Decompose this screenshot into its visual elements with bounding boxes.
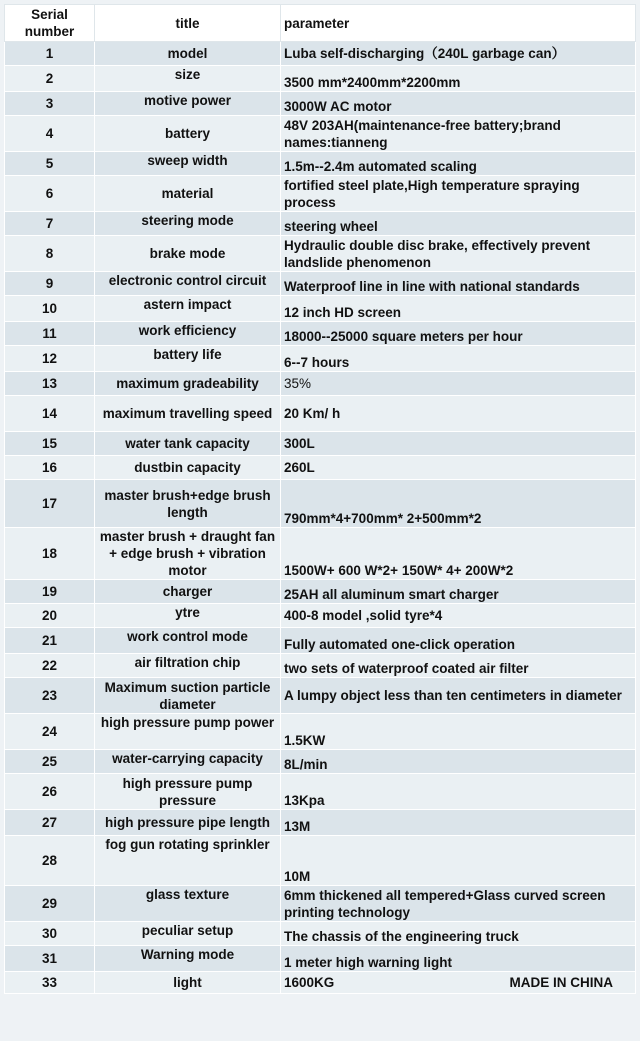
- serial-cell: 5: [5, 152, 95, 176]
- table-row: [5, 152, 636, 176]
- parameter-value: 12 inch HD screen: [284, 305, 402, 320]
- parameter-value: fortified steel plate,High temperature spraying process: [284, 177, 580, 210]
- table-row: [5, 92, 636, 116]
- title-cell: size: [95, 66, 281, 92]
- serial-cell: 15: [5, 432, 95, 456]
- parameter-value: 13M: [284, 819, 311, 834]
- table-row: [5, 750, 636, 774]
- table-row: [5, 628, 636, 654]
- parameter-value: 1 meter high warning light: [284, 955, 453, 970]
- parameter-cell: [281, 836, 636, 886]
- title-cell: high pressure pump power: [95, 714, 281, 750]
- serial-cell: 9: [5, 272, 95, 296]
- parameter-value: 25AH all aluminum smart charger: [284, 587, 499, 602]
- serial-cell: 19: [5, 580, 95, 604]
- serial-cell: 7: [5, 212, 95, 236]
- parameter-cell: [281, 922, 636, 946]
- parameter-cell: [281, 272, 636, 296]
- parameter-cell: [281, 42, 636, 66]
- table-row: [5, 66, 636, 92]
- parameter-cell: [281, 810, 636, 836]
- parameter-cell: [281, 432, 636, 456]
- table-row: [5, 604, 636, 628]
- parameter-cell: [281, 212, 636, 236]
- parameter-cell: [281, 116, 636, 152]
- serial-cell: 26: [5, 774, 95, 810]
- table-row: [5, 372, 636, 396]
- title-cell: motive power: [95, 92, 281, 116]
- parameter-cell: [281, 972, 636, 994]
- serial-cell: 22: [5, 654, 95, 678]
- parameter-cell: [281, 580, 636, 604]
- title-cell: steering mode: [95, 212, 281, 236]
- table-row: [5, 236, 636, 272]
- header-title: title: [95, 5, 281, 42]
- table-row: [5, 480, 636, 528]
- title-cell: peculiar setup: [95, 922, 281, 946]
- table-row: [5, 886, 636, 922]
- serial-cell: 6: [5, 176, 95, 212]
- parameter-value: 1.5KW: [284, 733, 326, 748]
- table-row: [5, 654, 636, 678]
- title-cell: dustbin capacity: [95, 456, 281, 480]
- parameter-cell: [281, 236, 636, 272]
- parameter-value: Fully automated one-click operation: [284, 637, 516, 652]
- parameter-cell: [281, 66, 636, 92]
- title-cell: high pressure pipe length: [95, 810, 281, 836]
- table-row: [5, 396, 636, 432]
- table-row: [5, 42, 636, 66]
- parameter-value: Waterproof line in line with national standards: [284, 279, 580, 294]
- parameter-cell: [281, 92, 636, 116]
- parameter-cell: [281, 654, 636, 678]
- table-row: [5, 922, 636, 946]
- parameter-cell: [281, 396, 636, 432]
- serial-cell: 3: [5, 92, 95, 116]
- table-row: [5, 272, 636, 296]
- table-row: [5, 528, 636, 580]
- header-parameter: parameter: [281, 5, 636, 42]
- serial-cell: 13: [5, 372, 95, 396]
- parameter-value: 1600KG: [284, 975, 335, 990]
- serial-cell: 27: [5, 810, 95, 836]
- parameter-value: 6--7 hours: [284, 355, 350, 370]
- serial-cell: 18: [5, 528, 95, 580]
- parameter-cell: [281, 678, 636, 714]
- title-cell: work control mode: [95, 628, 281, 654]
- title-cell: work efficiency: [95, 322, 281, 346]
- header-serial: Serial number: [5, 5, 95, 42]
- serial-cell: 14: [5, 396, 95, 432]
- table-row: [5, 714, 636, 750]
- parameter-cell: [281, 176, 636, 212]
- title-cell: glass texture: [95, 886, 281, 922]
- table-row: [5, 322, 636, 346]
- parameter-value: two sets of waterproof coated air filter: [284, 661, 529, 676]
- parameter-cell: [281, 480, 636, 528]
- parameter-cell: [281, 346, 636, 372]
- parameter-cell: [281, 628, 636, 654]
- parameter-value: 400-8 model ,solid tyre*4: [284, 608, 443, 623]
- parameter-value: Hydraulic double disc brake, effectively prevent landslide phenomenon: [284, 237, 591, 270]
- title-cell: high pressure pump pressure: [95, 774, 281, 810]
- parameter-value: 1500W+ 600 W*2+ 150W* 4+ 200W*2: [284, 563, 514, 578]
- serial-cell: 20: [5, 604, 95, 628]
- header-row: [5, 5, 636, 42]
- table-row: [5, 212, 636, 236]
- table-row: [5, 456, 636, 480]
- parameter-value: 18000--25000 square meters per hour: [284, 329, 523, 344]
- parameter-value: 20 Km/ h: [284, 406, 341, 421]
- parameter-value: 260L: [284, 460, 315, 475]
- title-cell: light: [95, 972, 281, 994]
- parameter-cell: [281, 456, 636, 480]
- title-cell: battery: [95, 116, 281, 152]
- table-row: [5, 946, 636, 972]
- serial-cell: 25: [5, 750, 95, 774]
- table-row: [5, 176, 636, 212]
- serial-cell: 1: [5, 42, 95, 66]
- title-cell: master brush + draught fan + edge brush + vibration motor: [95, 528, 281, 580]
- parameter-cell: [281, 714, 636, 750]
- parameter-value: 8L/min: [284, 757, 328, 772]
- made-in-china-note: MADE IN CHINA: [509, 975, 613, 990]
- serial-cell: 28: [5, 836, 95, 886]
- title-cell: electronic control circuit: [95, 272, 281, 296]
- parameter-value: The chassis of the engineering truck: [284, 929, 519, 944]
- title-cell: model: [95, 42, 281, 66]
- title-cell: material: [95, 176, 281, 212]
- parameter-value: 300L: [284, 436, 315, 451]
- parameter-value: Luba self-discharging（240L garbage can）: [284, 46, 566, 61]
- title-cell: battery life: [95, 346, 281, 372]
- parameter-cell: [281, 604, 636, 628]
- parameter-value: 10M: [284, 869, 311, 884]
- serial-cell: 8: [5, 236, 95, 272]
- serial-cell: 29: [5, 886, 95, 922]
- parameter-cell: [281, 946, 636, 972]
- parameter-cell: [281, 528, 636, 580]
- title-cell: sweep width: [95, 152, 281, 176]
- title-cell: maximum travelling speed: [95, 396, 281, 432]
- serial-cell: 23: [5, 678, 95, 714]
- title-cell: brake mode: [95, 236, 281, 272]
- serial-cell: 30: [5, 922, 95, 946]
- title-cell: air filtration chip: [95, 654, 281, 678]
- parameter-value: 13Kpa: [284, 793, 325, 808]
- serial-cell: 16: [5, 456, 95, 480]
- title-cell: ytre: [95, 604, 281, 628]
- parameter-cell: [281, 750, 636, 774]
- serial-cell: 10: [5, 296, 95, 322]
- serial-cell: 11: [5, 322, 95, 346]
- table-row: [5, 296, 636, 322]
- title-cell: Warning mode: [95, 946, 281, 972]
- title-cell: charger: [95, 580, 281, 604]
- parameter-value: A lumpy object less than ten centimeters in diameter: [284, 688, 622, 703]
- parameter-value: 6mm thickened all tempered+Glass curved screen printing technology: [284, 887, 606, 920]
- title-cell: water-carrying capacity: [95, 750, 281, 774]
- parameter-value: 48V 203AH(maintenance-free battery;brand names:tianneng: [284, 117, 561, 150]
- parameter-value: 1.5m--2.4m automated scaling: [284, 159, 477, 174]
- parameter-cell: [281, 296, 636, 322]
- serial-cell: 24: [5, 714, 95, 750]
- serial-cell: 17: [5, 480, 95, 528]
- parameter-cell: [281, 886, 636, 922]
- serial-cell: 4: [5, 116, 95, 152]
- serial-cell: 33: [5, 972, 95, 994]
- title-cell: Maximum suction particle diameter: [95, 678, 281, 714]
- spec-table: [4, 4, 636, 994]
- serial-cell: 2: [5, 66, 95, 92]
- serial-cell: 12: [5, 346, 95, 372]
- title-cell: water tank capacity: [95, 432, 281, 456]
- parameter-value: 3500 mm*2400mm*2200mm: [284, 75, 461, 90]
- parameter-cell: [281, 372, 636, 396]
- title-cell: master brush+edge brush length: [95, 480, 281, 528]
- table-row: [5, 116, 636, 152]
- table-row: [5, 580, 636, 604]
- parameter-value: steering wheel: [284, 219, 378, 234]
- table-row: [5, 774, 636, 810]
- title-cell: astern impact: [95, 296, 281, 322]
- parameter-cell: [281, 152, 636, 176]
- title-cell: fog gun rotating sprinkler: [95, 836, 281, 886]
- table-row: [5, 346, 636, 372]
- parameter-cell: [281, 774, 636, 810]
- parameter-value: 3000W AC motor: [284, 99, 392, 114]
- serial-cell: 31: [5, 946, 95, 972]
- table-row: [5, 836, 636, 886]
- parameter-cell: [281, 322, 636, 346]
- table-row: [5, 432, 636, 456]
- parameter-value: 790mm*4+700mm* 2+500mm*2: [284, 511, 482, 526]
- table-row: [5, 678, 636, 714]
- serial-cell: 21: [5, 628, 95, 654]
- table-row: [5, 810, 636, 836]
- title-cell: maximum gradeability: [95, 372, 281, 396]
- table-row: [5, 972, 636, 994]
- parameter-value: 35%: [284, 376, 312, 391]
